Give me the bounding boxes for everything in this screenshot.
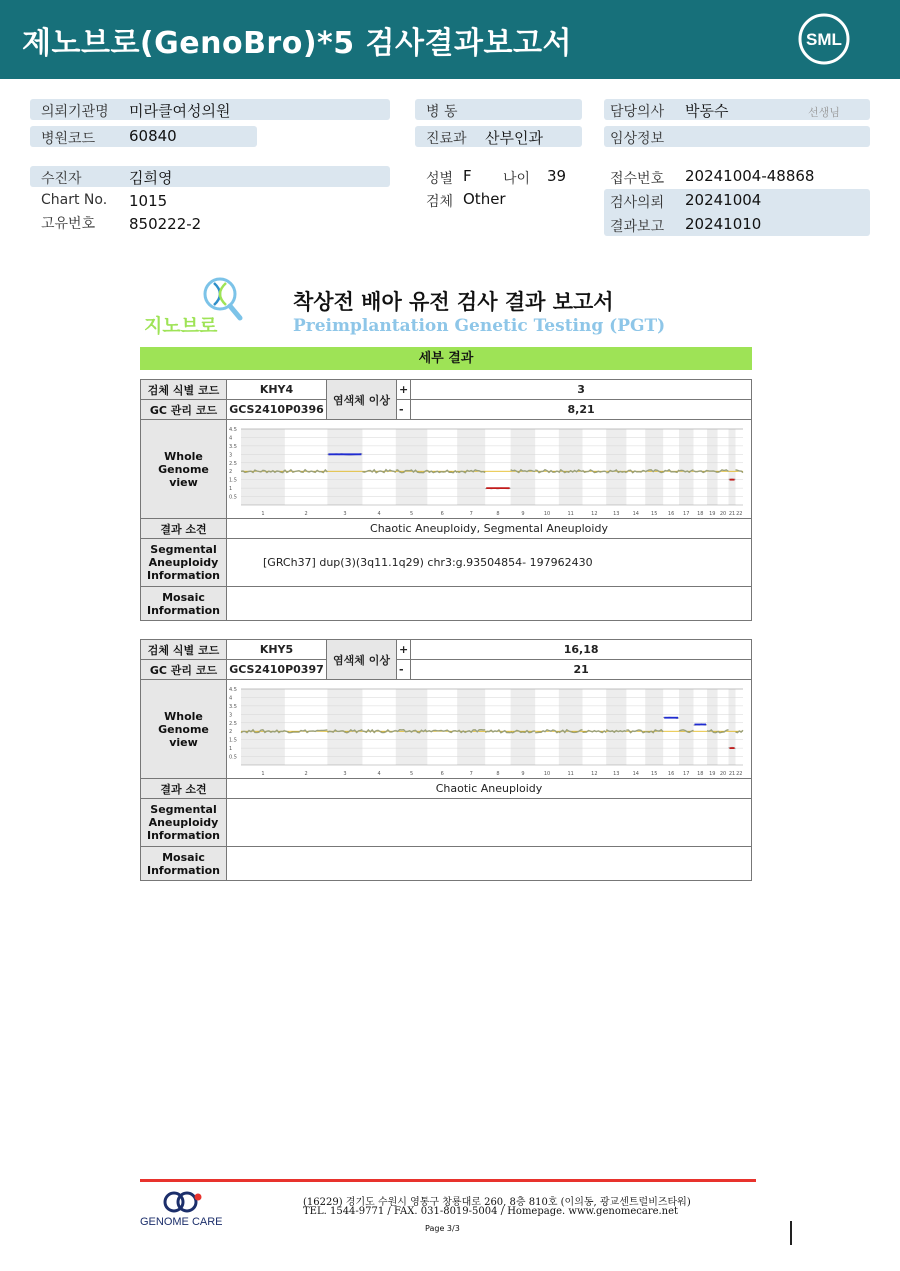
chromosome-label: 13 — [613, 510, 620, 517]
genobro-logo — [140, 274, 255, 336]
request-date-value: 20241004 — [685, 191, 762, 209]
mosaic-label: Mosaic Information — [141, 847, 227, 881]
chromosome-label: 6 — [440, 510, 444, 517]
loss-sign: - — [397, 660, 411, 680]
receipt-no-label: 접수번호 — [610, 171, 665, 187]
mosaic-value — [227, 587, 752, 621]
gc-code-label: GC 관리 코드 — [141, 400, 227, 420]
y-tick-label: 3 — [229, 711, 233, 718]
footer-contact: TEL. 1544-9771 / FAX. 031-8019-5004 / Homepage. www.genomecare.net — [303, 1206, 679, 1217]
chromosome-label: 13 — [613, 770, 620, 777]
chromosome-band — [457, 429, 485, 505]
chromosome-band — [559, 689, 583, 765]
chromosome-label: 20 — [719, 510, 727, 517]
specimen-label: 검체 — [426, 194, 454, 210]
info-bar — [30, 166, 390, 187]
y-tick-label: 2.5 — [229, 460, 237, 467]
chromosome-label: 22 — [736, 770, 743, 777]
specimen-value: Other — [463, 190, 506, 208]
report-date-label: 결과보고 — [610, 219, 665, 235]
chromosome-abnormality-label: 염색체 이상 — [327, 640, 397, 680]
receipt-no-value: 20241004-48868 — [685, 167, 815, 185]
chart-no-value: 1015 — [129, 192, 168, 210]
chromosome-band — [241, 429, 285, 505]
chromosome-label: 14 — [632, 510, 639, 517]
whole-genome-chart — [227, 681, 751, 778]
institution-value: 미라클여성의원 — [129, 102, 231, 120]
chromosome-band — [396, 689, 428, 765]
y-tick-label: 1 — [229, 485, 233, 492]
chromosome-label: 19 — [709, 770, 716, 777]
edge-mark — [790, 1221, 792, 1245]
y-tick-label: 2.5 — [229, 720, 237, 727]
pgt-title-english: Preimplantation Genetic Testing (PGT) — [293, 316, 666, 336]
specimen-code-label: 검체 식별 코드 — [141, 380, 227, 400]
chromosome-label: 3 — [343, 770, 347, 777]
sml-logo-text: SML — [806, 30, 842, 49]
chromosome-label: 1 — [261, 770, 265, 777]
chart-no-label: Chart No. — [41, 192, 108, 208]
y-tick-label: 2 — [229, 728, 233, 735]
whole-genome-cell — [227, 420, 752, 519]
chromosome-label: 5 — [409, 770, 414, 777]
chromosome-label: 8 — [496, 510, 500, 517]
unique-no-value: 850222-2 — [129, 215, 202, 233]
gain-sign: + — [397, 640, 411, 660]
y-tick-label: 1 — [229, 745, 233, 752]
loss-value: 8,21 — [411, 400, 752, 420]
chromosome-band — [707, 689, 718, 765]
y-tick-label: 3 — [229, 451, 233, 458]
chromosome-label: 3 — [343, 510, 347, 517]
chromosome-label: 1 — [261, 510, 265, 517]
segmental-label: Segmental Aneuploidy Information — [141, 799, 227, 847]
doctor-label: 담당의사 — [610, 104, 665, 120]
chromosome-label: 18 — [697, 770, 704, 777]
chromosome-label: 19 — [709, 510, 716, 517]
segmental-label: Segmental Aneuploidy Information — [141, 539, 227, 587]
result-table-2 — [140, 639, 752, 881]
genome-care-logo — [140, 1190, 232, 1230]
department-value: 산부인과 — [485, 129, 543, 147]
copy-number-trace — [362, 469, 395, 472]
chromosome-label: 5 — [409, 510, 414, 517]
gc-code-value: GCS2410P0397 — [227, 660, 327, 680]
result-finding-value: Chaotic Aneuploidy — [227, 779, 752, 799]
y-tick-label: 4.5 — [229, 686, 237, 693]
report-date-value: 20241010 — [685, 215, 762, 233]
sex-value: F — [463, 167, 472, 185]
chromosome-label: 17 — [683, 770, 690, 777]
loss-sign: - — [397, 400, 411, 420]
chromosome-label: 18 — [697, 510, 704, 517]
y-tick-label: 4 — [229, 434, 233, 441]
y-tick-label: 0.5 — [229, 494, 237, 501]
copy-number-trace — [362, 729, 395, 732]
chromosome-band — [729, 689, 736, 765]
chromosome-label: 7 — [469, 770, 473, 777]
footer-divider — [140, 1179, 756, 1182]
chromosome-label: 14 — [632, 770, 639, 777]
sml-logo — [795, 12, 853, 66]
ward-label: 병 동 — [426, 104, 458, 120]
copy-number-trace — [285, 469, 328, 472]
specimen-code-label: 검체 식별 코드 — [141, 640, 227, 660]
gain-value: 3 — [411, 380, 752, 400]
doctor-suffix: 선생님 — [808, 106, 840, 119]
page-number: Page 3/3 — [425, 1224, 460, 1233]
chromosome-label: 12 — [591, 510, 598, 517]
pgt-title-korean: 착상전 배아 유전 검사 결과 보고서 — [293, 290, 614, 314]
chromosome-band — [606, 429, 626, 505]
specimen-code-value: KHY5 — [227, 640, 327, 660]
chromosome-band — [679, 689, 693, 765]
y-tick-label: 4 — [229, 694, 233, 701]
chromosome-label: 4 — [377, 770, 381, 777]
chromosome-label: 16 — [667, 770, 675, 777]
copy-number-trace — [626, 730, 645, 733]
chromosome-label: 4 — [377, 510, 381, 517]
chromosome-label: 10 — [543, 770, 551, 777]
chromosome-band — [327, 429, 362, 505]
chromosome-label: 8 — [496, 770, 500, 777]
y-tick-label: 2 — [229, 468, 233, 475]
gc-code-label: GC 관리 코드 — [141, 660, 227, 680]
chromosome-label: 2 — [304, 770, 308, 777]
result-finding-label: 결과 소견 — [141, 779, 227, 799]
section-title: 세부 결과 — [140, 347, 752, 370]
result-finding-label: 결과 소견 — [141, 519, 227, 539]
chromosome-label: 2 — [304, 510, 308, 517]
chromosome-label: 6 — [440, 770, 444, 777]
age-label: 나이 — [503, 171, 531, 187]
chromosome-label: 11 — [567, 510, 574, 517]
y-tick-label: 3.5 — [229, 443, 237, 450]
segmental-value: [GRCh37] dup(3)(3q11.1q29) chr3:g.93504854- 197962430 — [227, 539, 752, 587]
copy-number-trace — [694, 470, 708, 472]
chromosome-label: 12 — [591, 770, 598, 777]
mosaic-label: Mosaic Information — [141, 587, 227, 621]
hospital-code-label: 병원코드 — [41, 131, 96, 147]
chromosome-band — [457, 689, 485, 765]
chromosome-band — [679, 429, 693, 505]
y-tick-label: 3.5 — [229, 703, 237, 710]
gain-sign: + — [397, 380, 411, 400]
unique-no-label: 고유번호 — [41, 216, 96, 232]
chromosome-label: 20 — [719, 770, 727, 777]
loss-value: 21 — [411, 660, 752, 680]
result-finding-value: Chaotic Aneuploidy, Segmental Aneuploidy — [227, 519, 752, 539]
chromosome-band — [645, 689, 663, 765]
segmental-value — [227, 799, 752, 847]
gain-value: 16,18 — [411, 640, 752, 660]
clinical-info-label: 임상정보 — [610, 131, 665, 147]
copy-number-trace — [427, 730, 457, 732]
chromosome-band — [559, 429, 583, 505]
report-header — [0, 0, 900, 79]
chromosome-band — [645, 429, 663, 505]
age-value: 39 — [547, 167, 567, 185]
chromosome-band — [606, 689, 626, 765]
y-tick-label: 4.5 — [229, 426, 237, 433]
mosaic-value — [227, 847, 752, 881]
chromosome-abnormality-label: 염색체 이상 — [327, 380, 397, 420]
whole-genome-label: Whole Genome view — [141, 680, 227, 779]
chromosome-label: 22 — [736, 510, 743, 517]
genome-care-logo-text: GENOME CARE — [140, 1216, 223, 1228]
chromosome-label: 17 — [683, 510, 690, 517]
footer-address: (16229) 경기도 수원시 영통구 창룡대로 260, 8층 810호 (이의동, 광교센트럴비즈타워) — [303, 1197, 691, 1208]
chromosome-band — [396, 429, 428, 505]
whole-genome-label: Whole Genome view — [141, 420, 227, 519]
recipient-label: 수진자 — [41, 171, 82, 187]
recipient-value: 김희영 — [129, 169, 173, 187]
chromosome-label: 21 — [728, 510, 736, 517]
chromosome-band — [707, 429, 718, 505]
y-tick-label: 1.5 — [229, 477, 237, 484]
y-tick-label: 0.5 — [229, 754, 237, 761]
chromosome-label: 11 — [567, 770, 574, 777]
report-title: 제노브로(GenoBro)*5 검사결과보고서 — [22, 26, 572, 61]
specimen-code-value: KHY4 — [227, 380, 327, 400]
chromosome-band — [511, 429, 536, 505]
chromosome-band — [241, 689, 285, 765]
chromosome-label: 21 — [728, 770, 736, 777]
hospital-code-value: 60840 — [129, 127, 177, 145]
y-tick-label: 1.5 — [229, 737, 237, 744]
chromosome-label: 10 — [543, 510, 551, 517]
request-date-label: 검사의뢰 — [610, 195, 665, 211]
whole-genome-cell — [227, 680, 752, 779]
sex-label: 성별 — [426, 171, 454, 187]
chromosome-label: 15 — [651, 770, 658, 777]
result-table-1 — [140, 379, 752, 621]
genobro-logo-text: 지노브로 — [144, 315, 218, 336]
whole-genome-chart — [227, 421, 751, 518]
chromosome-label: 15 — [651, 510, 658, 517]
institution-label: 의뢰기관명 — [41, 104, 109, 120]
chromosome-band — [511, 689, 536, 765]
chromosome-band — [327, 689, 362, 765]
chromosome-band — [729, 429, 736, 505]
chromosome-label: 9 — [521, 510, 525, 517]
gc-code-value: GCS2410P0396 — [227, 400, 327, 420]
chromosome-label: 7 — [469, 510, 473, 517]
chromosome-label: 16 — [667, 510, 675, 517]
department-label: 진료과 — [426, 131, 467, 147]
chromosome-label: 9 — [521, 770, 525, 777]
doctor-value: 박동수 — [685, 102, 729, 120]
